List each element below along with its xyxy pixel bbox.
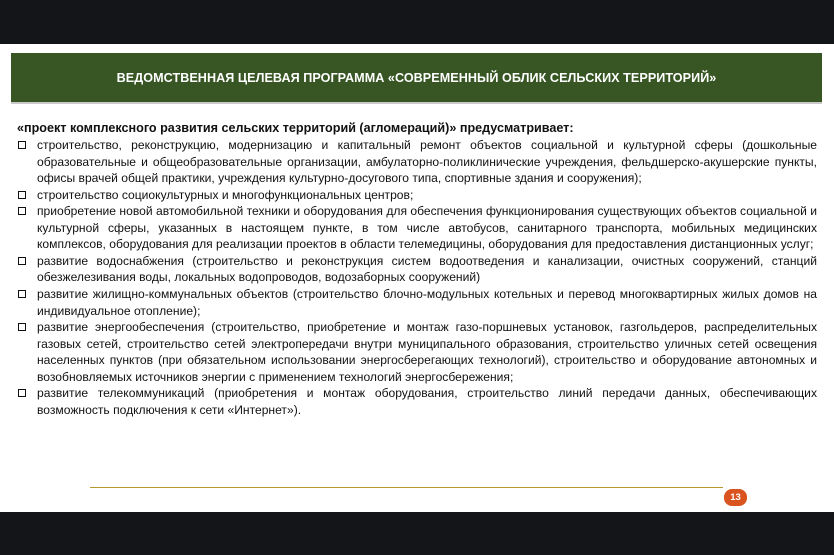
checkbox-bullet-icon [18,207,26,215]
bottom-letterbox [0,512,834,555]
checkbox-bullet-icon [18,141,26,149]
title-banner [11,53,822,104]
slide-content [17,120,817,418]
checkbox-bullet-icon [18,389,26,397]
bullet-list [17,137,817,418]
list-item [17,385,817,418]
list-item-text: развитие телекоммуникаций (приобретения и монтаж оборудования, строительство линий передачи данных, обеспечивающих возможность подключения к сети «Интернет»). [37,386,817,417]
list-item [17,286,817,319]
list-item-text: строительство, реконструкцию, модернизацию и капитальный ремонт объектов социальной и культурной сферы (дошкольные образовательные и общеобразовательные организации, амбулаторно-поликлинические учреждения, фельдшерско-акушерские пункты, офисы врачей общей практики, учреждения культурно-досугового типа, спортивные здания и сооружения); [37,138,817,186]
list-item [17,253,817,286]
list-item-text: развитие энергообеспечения (строительство, приобретение и монтаж газо-поршневых установок, газгольдеров, распределительных газовых сетей, строительство сетей электропередачи внутри муниципального образования, строительство уличных сетей освещения населенных пунктов (при обязательном использовании энергосберегающих технологий), строительство и оборудование автономных и возобновляемых источников энергии с применением технологий энергосбережения; [37,320,817,384]
list-item-text: развитие водоснабжения (строительство и реконструкция систем водоотведения и канализации, очистных сооружений, станций обезжелезивания воды, локальных водопроводов, водозаборных сооружений) [37,253,817,285]
list-item [17,137,817,187]
checkbox-bullet-icon [18,323,26,331]
footer-divider [90,487,723,488]
list-item-text: приобретение новой автомобильной техники и оборудования для обеспечения функционирования существующих объектов социальной и культурной сферы, указанных в настоящем пункте, в том числе автобусов, санитарного транспорта, мобильных медицинских комплексов, оборудования для реализации проектов в области телемедицины, оборудования для предоставления дистанционных услуг; [37,204,817,252]
top-letterbox [0,0,834,44]
list-item-text: строительство социокультурных и многофункциональных центров; [37,187,414,202]
presentation-slide [0,44,834,512]
list-item-text: развитие жилищно-коммунальных объектов (строительство блочно-модульных котельных и перевод многоквартирных жилых домов на индивидуальное отопление); [37,286,817,318]
page-number-badge: 13 [724,489,747,506]
list-item [17,319,817,385]
list-item [17,187,817,204]
list-item [17,203,817,253]
slide-title: ВЕДОМСТВЕННАЯ ЦЕЛЕВАЯ ПРОГРАММА «СОВРЕМЕННЫЙ ОБЛИК СЕЛЬСКИХ ТЕРРИТОРИЙ» [116,70,717,85]
checkbox-bullet-icon [18,290,26,298]
intro-text: «проект комплексного развития сельских территорий (агломераций)» предусматривает: [17,121,574,135]
checkbox-bullet-icon [18,257,26,265]
checkbox-bullet-icon [18,191,26,199]
